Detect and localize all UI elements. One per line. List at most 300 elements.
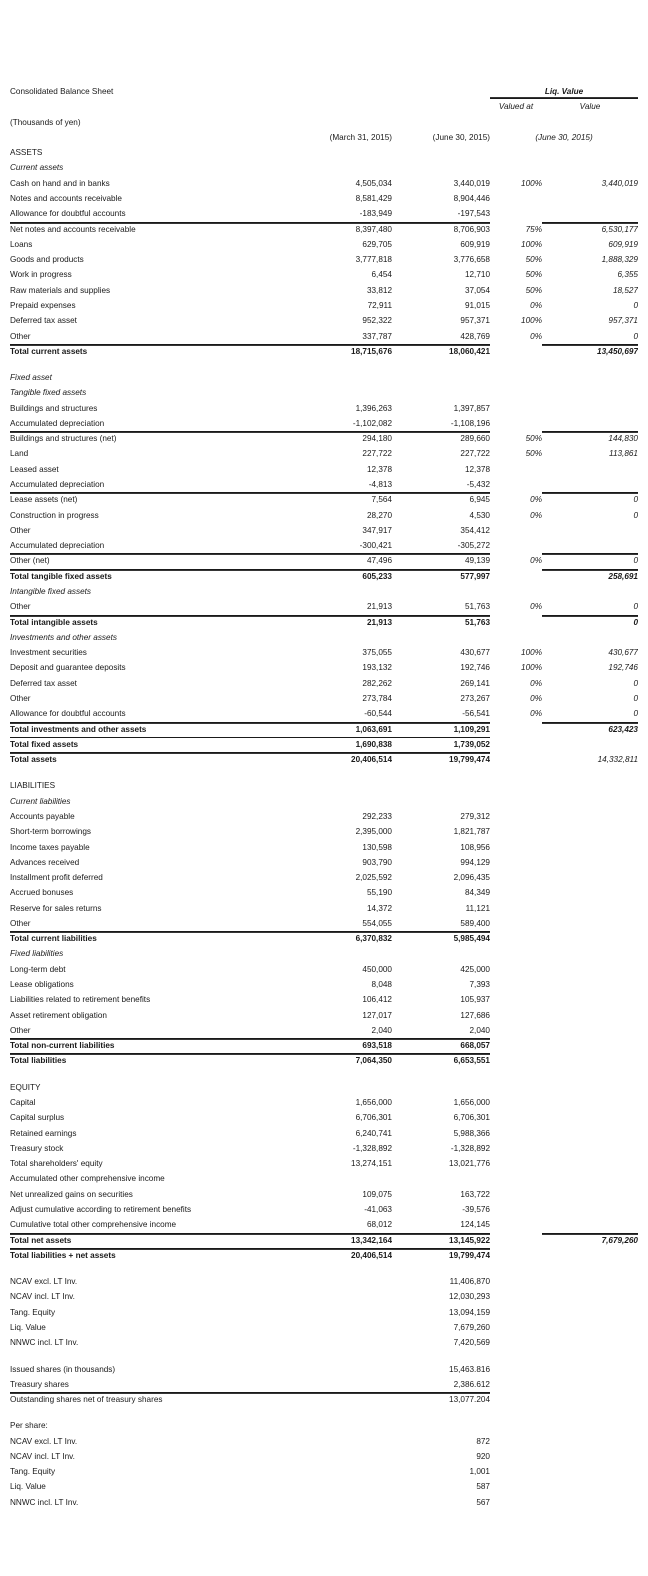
- spacer-cell: [10, 1407, 638, 1418]
- spacer-cell: [542, 1305, 638, 1320]
- table-row: [10, 885, 638, 900]
- row-value-june: -1,328,892: [450, 1143, 490, 1153]
- spacer-cell: [490, 1464, 542, 1479]
- row-liq-value: [542, 416, 638, 431]
- spacer-cell: [490, 1377, 542, 1392]
- row-liq-value: 0: [633, 709, 638, 719]
- row-liq-value: 258,691: [542, 569, 638, 584]
- row-valued-at: 0%: [530, 602, 542, 612]
- spacer-cell: [490, 1187, 542, 1202]
- row-value-june: 163,722: [460, 1189, 490, 1199]
- spacer-cell: [542, 885, 638, 900]
- metric-row: [10, 1305, 638, 1320]
- spacer-cell: [542, 630, 638, 645]
- row-valued-at: [490, 477, 542, 492]
- spacer-cell: [10, 1351, 638, 1362]
- row-liq-value: 14,332,811: [597, 755, 638, 765]
- spacer-cell: [392, 99, 490, 114]
- spacer-cell: [300, 584, 392, 599]
- share-label: Treasury shares: [10, 1379, 69, 1389]
- spacer-cell: [490, 855, 542, 870]
- row-valued-at: 50%: [525, 285, 542, 295]
- row-value-march: 903,790: [362, 857, 392, 867]
- row-valued-at: 100%: [521, 648, 542, 658]
- row-liq-value: [542, 462, 638, 477]
- row-valued-at: [490, 523, 542, 538]
- section-heading-investments: [10, 630, 638, 645]
- row-value-march: -4,813: [368, 480, 392, 490]
- row-value-june: 127,686: [460, 1010, 490, 1020]
- row-value-june: 994,129: [460, 857, 490, 867]
- row-value-june: 1,821,787: [453, 827, 490, 837]
- row-valued-at: [490, 737, 542, 752]
- section-heading-fixed-liabilities: [10, 946, 638, 961]
- row-value-march: 6,454: [371, 270, 392, 280]
- spacer-cell: [10, 767, 638, 778]
- row-value-march: 68,012: [366, 1220, 392, 1230]
- spacer-cell: [542, 1126, 638, 1141]
- total-row: [10, 344, 638, 359]
- spacer-cell: [490, 1274, 542, 1289]
- spacer-cell: [300, 1377, 392, 1392]
- table-row: [10, 1008, 638, 1023]
- table-row: [10, 840, 638, 855]
- spacer-cell: [542, 1479, 638, 1494]
- spacer-cell: [542, 840, 638, 855]
- row-value-june: -5,432: [466, 480, 490, 490]
- section-heading-liabilities: [10, 778, 638, 793]
- metric-row: [10, 1274, 638, 1289]
- row-value-march: 13,342,164: [300, 1233, 392, 1248]
- spacer-cell: [542, 1320, 638, 1335]
- row-label: Loans: [10, 239, 33, 249]
- row-label: Liabilities related to retirement benefits: [10, 995, 151, 1005]
- row-value-march: 629,705: [362, 239, 392, 249]
- table-row: [10, 824, 638, 839]
- spacer-cell: [300, 1171, 392, 1186]
- section-heading-per-share: [10, 1418, 638, 1433]
- row-label: Lease assets (net): [10, 492, 300, 507]
- row-value-june: 428,769: [460, 331, 490, 341]
- row-label: Cumulative total other comprehensive income: [10, 1220, 177, 1230]
- row-value-june: 2,040: [469, 1025, 490, 1035]
- row-value-march: 21,913: [366, 602, 392, 612]
- spacer-cell: [542, 1248, 638, 1263]
- spacer-cell: [490, 977, 542, 992]
- row-value-march: 1,656,000: [355, 1098, 392, 1107]
- row-value-june: 6,706,301: [453, 1113, 490, 1123]
- row-value-march: 693,518: [300, 1038, 392, 1053]
- row-valued-at: 0%: [530, 510, 542, 520]
- table-row: [10, 1202, 638, 1217]
- row-liq-value: [542, 538, 638, 553]
- share-total-row: [10, 1392, 638, 1407]
- spacer-cell: [490, 916, 542, 931]
- spacer-cell: [392, 946, 490, 961]
- row-value-june: 18,060,421: [392, 344, 490, 359]
- row-value-june: -39,576: [462, 1204, 490, 1214]
- total-row: [10, 569, 638, 584]
- row-label: Accumulated depreciation: [10, 480, 105, 490]
- row-value-march: 337,787: [362, 331, 392, 341]
- spacer-cell: [300, 630, 392, 645]
- spacer-cell: [300, 1392, 392, 1407]
- row-value-june: 1,656,000: [453, 1098, 490, 1107]
- row-liq-value: [542, 523, 638, 538]
- row-value-june: 8,706,903: [392, 222, 490, 237]
- per-share-value: 587: [476, 1482, 490, 1492]
- row-valued-at: 0%: [530, 495, 542, 505]
- row-value-june: 289,660: [392, 431, 490, 446]
- row-value-june: 3,776,658: [453, 255, 490, 265]
- spacer-cell: [490, 584, 542, 599]
- balance-sheet-table: [10, 84, 638, 1510]
- row-value-march: -60,544: [364, 709, 392, 719]
- per-share-value: 567: [476, 1497, 490, 1507]
- table-row: [10, 1141, 638, 1156]
- row-value-march: 14,372: [366, 903, 392, 913]
- col-header-date-1: (March 31, 2015): [329, 132, 392, 142]
- row-label: Goods and products: [10, 255, 84, 265]
- metric-value: 7,420,569: [453, 1338, 490, 1348]
- total-row: [10, 737, 638, 752]
- row-value-march: 8,397,480: [300, 222, 392, 237]
- current-liabilities-heading: Current liabilities: [10, 796, 71, 806]
- row-liq-value: 623,423: [542, 722, 638, 737]
- spacer-cell: [542, 778, 638, 793]
- row-label: Construction in progress: [10, 510, 99, 520]
- row-label: Adjust cumulative according to retirement benefits: [10, 1204, 192, 1214]
- row-value-june: 430,677: [460, 648, 490, 658]
- liq-value-group-header: Liq. Value: [490, 84, 638, 99]
- row-label: Accumulated depreciation: [10, 418, 105, 428]
- spacer-cell: [542, 370, 638, 385]
- row-value-june: 12,710: [464, 270, 490, 280]
- share-label: Issued shares (in thousands): [10, 1364, 116, 1374]
- row-label: Total net assets: [10, 1233, 300, 1248]
- row-label: Installment profit deferred: [10, 873, 103, 883]
- row-label: Raw materials and supplies: [10, 285, 111, 295]
- row-value-june: -197,543: [457, 209, 490, 219]
- row-label: Advances received: [10, 857, 80, 867]
- section-heading-equity: [10, 1080, 638, 1095]
- row-value-march: 952,322: [362, 316, 392, 326]
- row-value-june: 279,312: [460, 811, 490, 821]
- spacer-cell: [490, 1289, 542, 1304]
- spacer-cell: [10, 99, 300, 114]
- row-label: Total shareholders' equity: [10, 1159, 103, 1169]
- header-units-row: [10, 115, 638, 130]
- row-valued-at: 0%: [530, 331, 542, 341]
- row-liq-value: 0: [633, 693, 638, 703]
- row-label: Leased asset: [10, 464, 59, 474]
- row-label: Net notes and accounts receivable: [10, 222, 300, 237]
- tangible-heading: Tangible fixed assets: [10, 388, 87, 398]
- assets-heading: ASSETS: [10, 148, 43, 158]
- row-value-march: 7,564: [300, 492, 392, 507]
- intangible-heading: Intangible fixed assets: [10, 587, 92, 596]
- row-label: Accrued bonuses: [10, 888, 74, 898]
- per-share-label: NNWC incl. LT Inv.: [10, 1497, 79, 1507]
- row-value-june: 1,397,857: [453, 403, 490, 413]
- table-row: [10, 267, 638, 282]
- spacer-cell: [542, 794, 638, 809]
- spacer-cell: [490, 160, 542, 175]
- spacer-cell: [542, 1362, 638, 1377]
- row-liq-value: [542, 477, 638, 492]
- spacer-cell: [300, 1289, 392, 1304]
- spacer-cell: [542, 916, 638, 931]
- share-row: [10, 1362, 638, 1377]
- investments-heading: Investments and other assets: [10, 632, 117, 642]
- row-valued-at: [490, 206, 542, 221]
- spacer-cell: [490, 885, 542, 900]
- row-label: Buildings and structures: [10, 403, 98, 413]
- row-liq-value: 0: [542, 492, 638, 507]
- row-valued-at: [490, 538, 542, 553]
- row-liq-value: [542, 401, 638, 416]
- row-value-march: 347,917: [362, 525, 392, 535]
- row-value-march: 28,270: [366, 510, 392, 520]
- per-share-row: [10, 1495, 638, 1510]
- spacer-cell: [542, 1418, 638, 1433]
- spacer-cell: [490, 1449, 542, 1464]
- row-label: Total liabilities: [10, 1053, 300, 1068]
- per-share-value: 920: [476, 1451, 490, 1461]
- row-label: Long-term debt: [10, 964, 66, 974]
- row-value-june: 7,393: [469, 980, 490, 990]
- row-value-march: 292,233: [362, 811, 392, 821]
- row-label: Other (net): [10, 553, 300, 568]
- row-liq-value: 18,527: [612, 285, 638, 295]
- row-value-june: 273,267: [460, 693, 490, 703]
- spacer-cell: [542, 946, 638, 961]
- row-label: Short-term borrowings: [10, 827, 91, 837]
- spacer-cell: [490, 946, 542, 961]
- spacer-cell: [542, 870, 638, 885]
- spacer-cell: [300, 1080, 392, 1095]
- spacer-cell: [490, 1110, 542, 1125]
- fixed-liabilities-heading: Fixed liabilities: [10, 949, 64, 959]
- spacer-cell: [300, 1464, 392, 1479]
- table-row: [10, 298, 638, 313]
- table-row: [10, 313, 638, 328]
- spacer-cell: [392, 115, 490, 130]
- share-value: 13,077.204: [392, 1392, 490, 1407]
- total-row: [10, 1248, 638, 1263]
- row-label: Total investments and other assets: [10, 722, 300, 737]
- row-value-june: -305,272: [457, 541, 490, 551]
- table-row: [10, 416, 638, 431]
- table-row: [10, 1156, 638, 1171]
- spacer-cell: [490, 794, 542, 809]
- row-valued-at: 100%: [521, 178, 542, 188]
- row-value-march: 282,262: [362, 678, 392, 688]
- row-valued-at: 0%: [530, 678, 542, 688]
- spacer-cell: [490, 1202, 542, 1217]
- per-share-row: [10, 1434, 638, 1449]
- row-valued-at: 0%: [530, 300, 542, 310]
- spacer-cell: [542, 1434, 638, 1449]
- spacer-row: [10, 1263, 638, 1274]
- per-share-row: [10, 1449, 638, 1464]
- document-title: Consolidated Balance Sheet: [10, 87, 114, 96]
- spacer-cell: [490, 630, 542, 645]
- row-value-march: 106,412: [362, 995, 392, 1005]
- row-liq-value: 0: [542, 553, 638, 568]
- metric-label: NCAV excl. LT Inv.: [10, 1277, 78, 1287]
- table-row: [10, 706, 638, 721]
- spacer-cell: [542, 1392, 638, 1407]
- spacer-cell: [490, 1141, 542, 1156]
- row-label: Accumulated depreciation: [10, 541, 105, 551]
- spacer-cell: [490, 824, 542, 839]
- row-valued-at: 0%: [530, 693, 542, 703]
- row-valued-at: 100%: [521, 316, 542, 326]
- spacer-cell: [542, 1335, 638, 1350]
- row-liq-value: 957,371: [608, 316, 638, 326]
- spacer-cell: [300, 1335, 392, 1350]
- row-liq-value: 1,888,329: [601, 255, 638, 265]
- table-row: [10, 676, 638, 691]
- row-value-march: 7,064,350: [300, 1053, 392, 1068]
- table-row: [10, 901, 638, 916]
- spacer-cell: [490, 385, 542, 400]
- row-liq-value: 192,746: [608, 663, 638, 673]
- spacer-cell: [490, 1095, 542, 1110]
- table-row: [10, 283, 638, 298]
- spacer-cell: [490, 1248, 542, 1263]
- row-value-march: 47,496: [300, 553, 392, 568]
- row-valued-at: 0%: [530, 556, 542, 566]
- row-label: Investment securities: [10, 648, 87, 658]
- spacer-cell: [392, 84, 490, 99]
- spacer-cell: [10, 359, 638, 370]
- row-valued-at: [490, 462, 542, 477]
- section-heading-intangible: [10, 584, 638, 599]
- row-value-june: 13,145,922: [392, 1233, 490, 1248]
- metric-row: [10, 1320, 638, 1335]
- share-value: 2,386.612: [453, 1379, 490, 1389]
- table-row: [10, 660, 638, 675]
- spacer-cell: [542, 584, 638, 599]
- row-value-june: 1,109,291: [392, 722, 490, 737]
- spacer-cell: [10, 130, 300, 145]
- spacer-cell: [542, 1449, 638, 1464]
- spacer-cell: [300, 778, 392, 793]
- row-value-march: 1,063,691: [300, 722, 392, 737]
- row-value-june: 6,653,551: [392, 1053, 490, 1068]
- metric-value: 7,679,260: [453, 1322, 490, 1332]
- spacer-cell: [300, 1479, 392, 1494]
- spacer-cell: [490, 901, 542, 916]
- row-liq-value: [542, 191, 638, 206]
- spacer-cell: [490, 1362, 542, 1377]
- total-row: [10, 1053, 638, 1068]
- spacer-cell: [300, 115, 392, 130]
- spacer-cell: [542, 1095, 638, 1110]
- spacer-cell: [490, 1434, 542, 1449]
- row-value-march: 109,075: [362, 1189, 392, 1199]
- total-row: [10, 931, 638, 946]
- total-row: [10, 1038, 638, 1053]
- row-liq-value: 6,355: [617, 270, 638, 280]
- row-value-march: 1,690,838: [300, 737, 392, 752]
- spacer-cell: [490, 1495, 542, 1510]
- row-label: Total fixed assets: [10, 737, 300, 752]
- row-value-march: 375,055: [362, 648, 392, 658]
- row-value-june: 51,763: [392, 615, 490, 630]
- share-label: Outstanding shares net of treasury shares: [10, 1392, 300, 1407]
- aoci-heading: Accumulated other comprehensive income: [10, 1174, 165, 1184]
- row-value-june: 6,945: [392, 492, 490, 507]
- row-label: Retained earnings: [10, 1128, 77, 1138]
- row-label: Total current liabilities: [10, 931, 300, 946]
- per-share-label: Tang. Equity: [10, 1467, 56, 1477]
- table-row: [10, 538, 638, 553]
- row-label: Total assets: [10, 752, 300, 767]
- row-value-june: 51,763: [464, 602, 490, 612]
- table-row: [10, 691, 638, 706]
- row-value-june: 19,799,474: [392, 752, 490, 767]
- row-label: Income taxes payable: [10, 842, 90, 852]
- row-valued-at: [490, 569, 542, 584]
- table-row: [10, 1023, 638, 1038]
- row-liq-value: 144,830: [542, 431, 638, 446]
- col-header-value: Value: [579, 102, 601, 112]
- spacer-row: [10, 359, 638, 370]
- row-value-june: 8,904,446: [453, 193, 490, 203]
- per-share-heading: Per share:: [10, 1421, 48, 1431]
- row-value-june: 124,145: [460, 1220, 490, 1230]
- row-value-june: 957,371: [460, 316, 490, 326]
- spacer-cell: [542, 1495, 638, 1510]
- spacer-cell: [542, 1217, 638, 1232]
- section-heading-fixed-asset: [10, 370, 638, 385]
- row-label: Work in progress: [10, 270, 72, 280]
- spacer-cell: [542, 992, 638, 1007]
- row-value-june: 4,530: [469, 510, 490, 520]
- row-label: Other: [10, 918, 31, 928]
- table-row: [10, 191, 638, 206]
- table-row: [10, 645, 638, 660]
- total-row: [10, 615, 638, 630]
- row-valued-at: [490, 416, 542, 431]
- row-liq-value: 430,677: [608, 648, 638, 658]
- spacer-cell: [490, 778, 542, 793]
- spacer-cell: [300, 946, 392, 961]
- total-row: [10, 752, 638, 767]
- row-label: Other: [10, 693, 31, 703]
- metric-value: 11,406,870: [449, 1277, 490, 1287]
- spacer-cell: [542, 1289, 638, 1304]
- row-value-june: 192,746: [460, 663, 490, 673]
- row-liq-value: 13,450,697: [542, 344, 638, 359]
- spacer-cell: [392, 1171, 490, 1186]
- row-liq-value: 0: [633, 331, 638, 341]
- spacer-cell: [392, 145, 490, 160]
- liabilities-heading: LIABILITIES: [10, 781, 56, 791]
- spacer-cell: [542, 824, 638, 839]
- spacer-cell: [490, 1335, 542, 1350]
- row-value-june: -1,108,196: [450, 418, 490, 428]
- row-value-june: 84,349: [464, 888, 490, 898]
- share-row: [10, 1377, 638, 1392]
- spacer-cell: [392, 385, 490, 400]
- row-value-march: 193,132: [362, 663, 392, 673]
- spacer-cell: [300, 1305, 392, 1320]
- spacer-cell: [542, 1038, 638, 1053]
